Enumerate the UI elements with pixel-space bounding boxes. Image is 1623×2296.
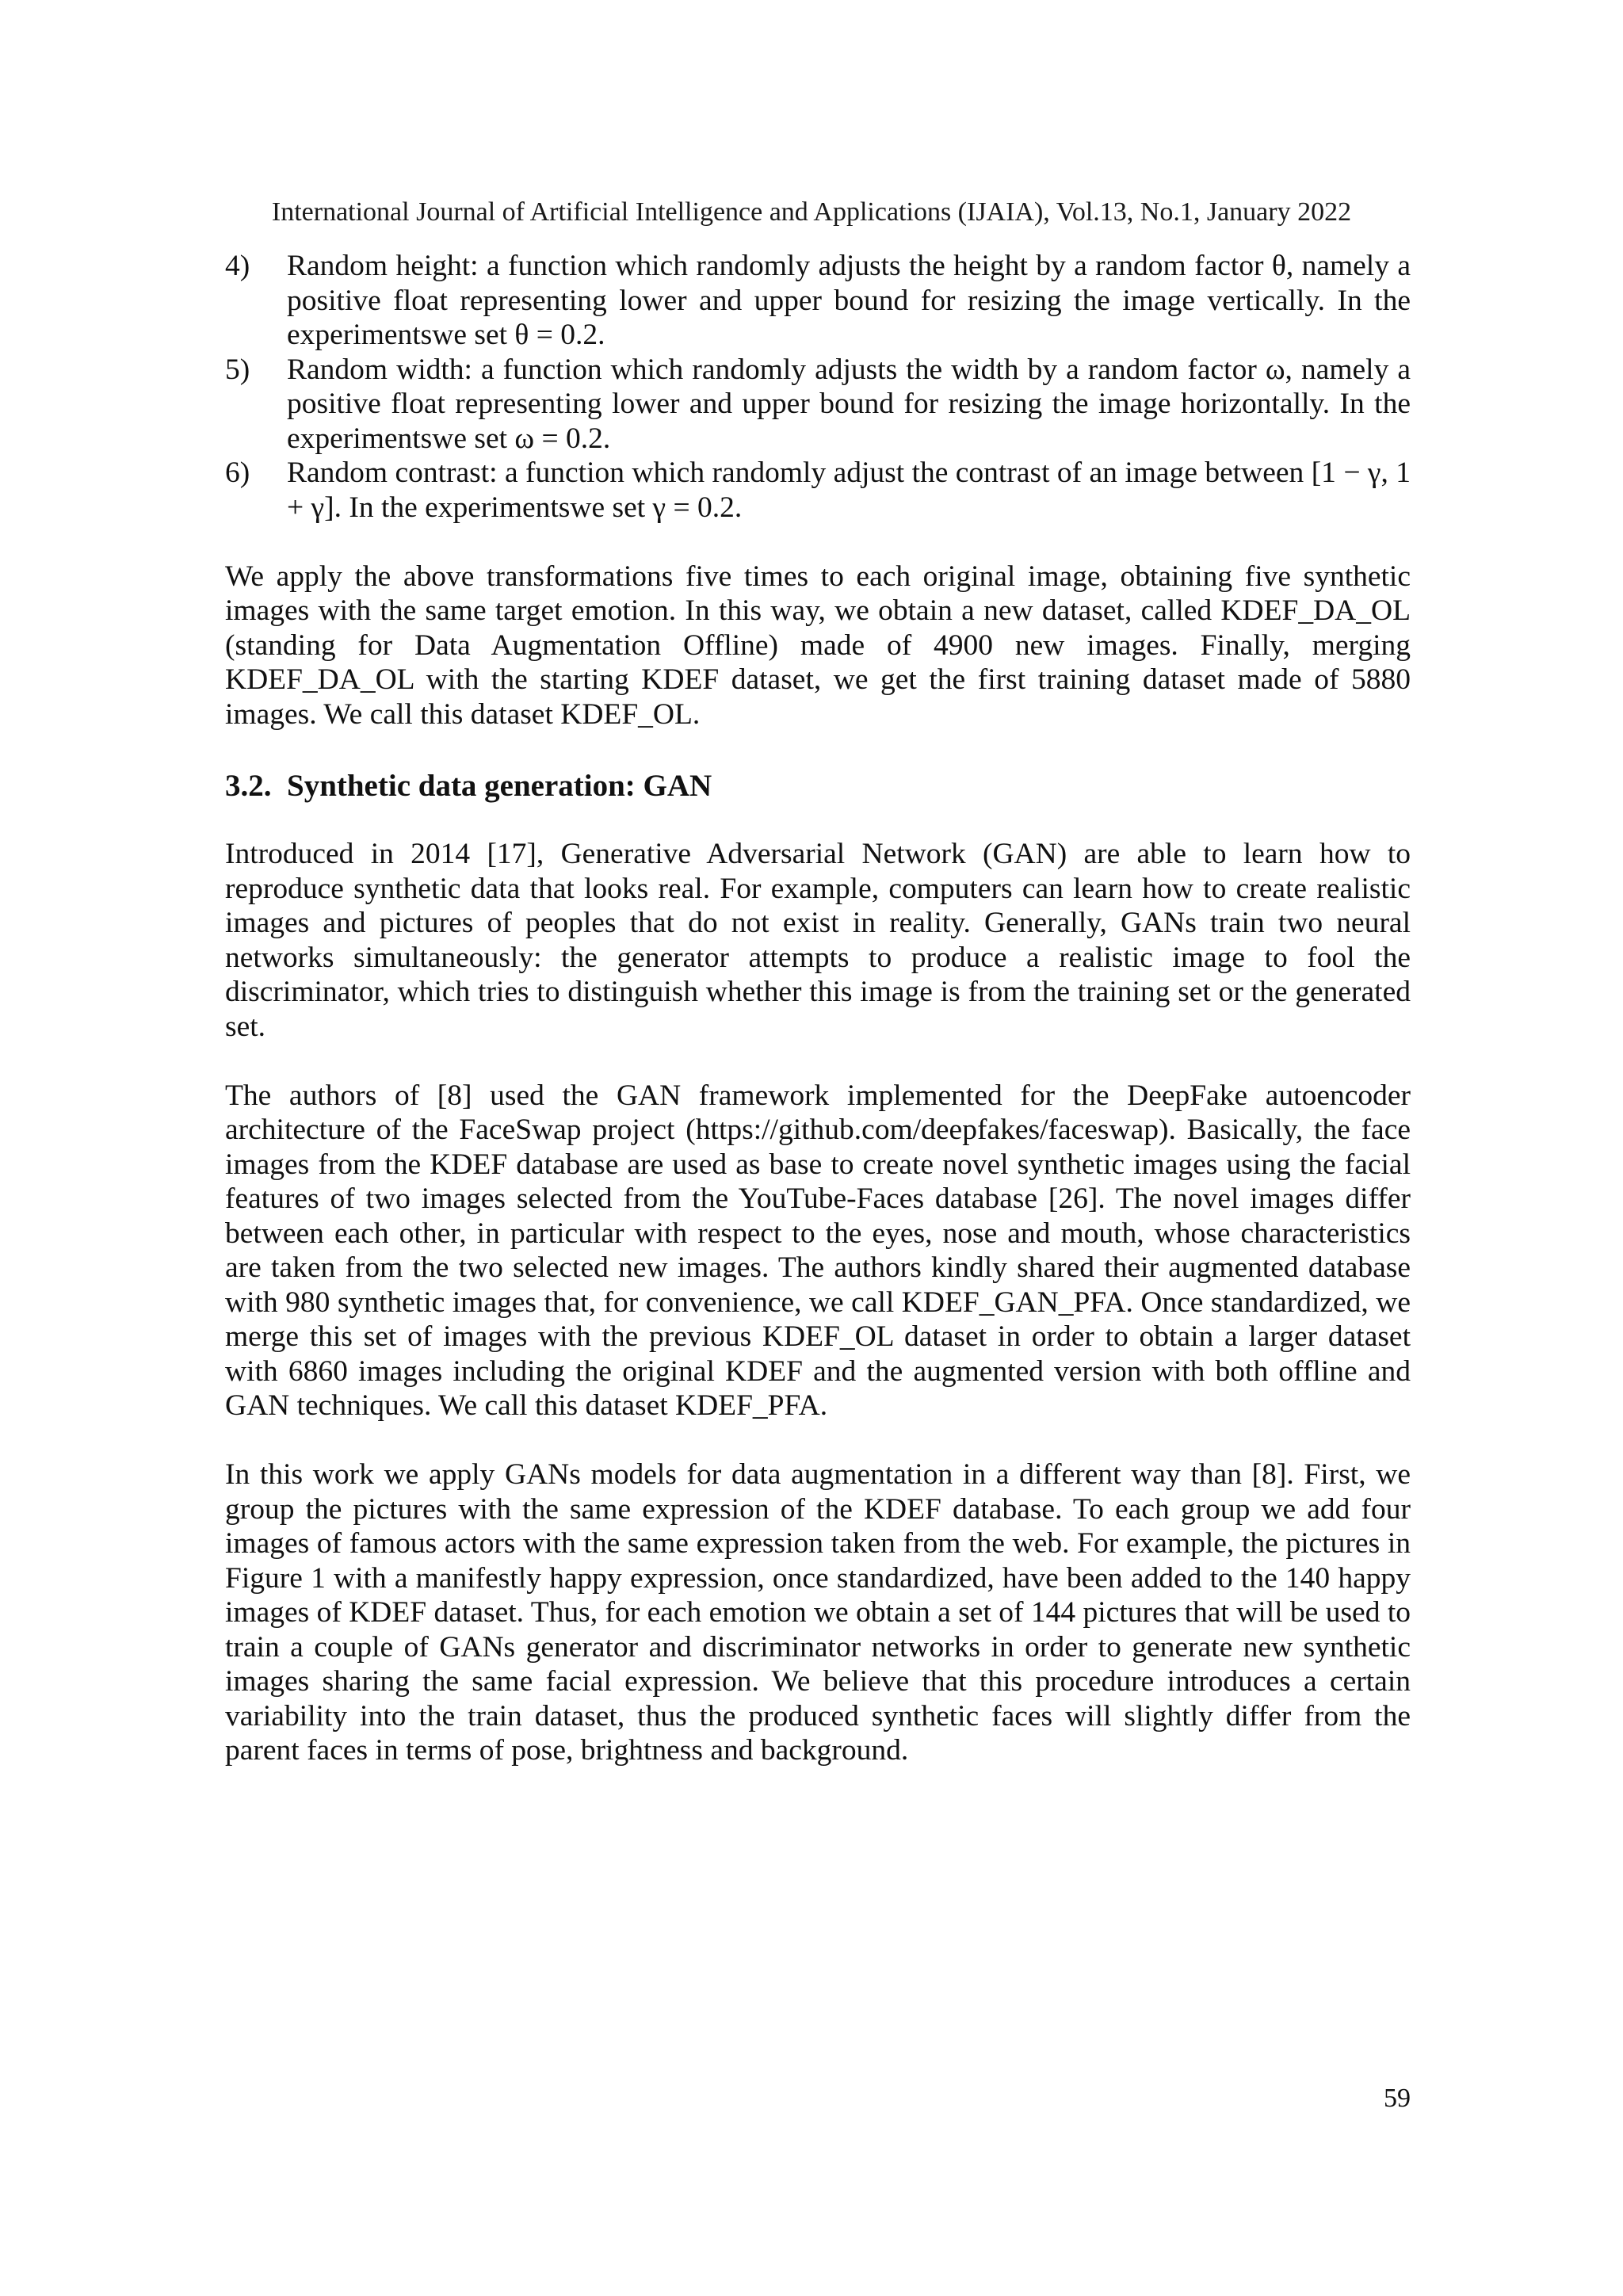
list-item-text: Random contrast: a function which randomly adjust the contrast of an image between [1 − γ, 1 + γ]. In the experimentswe set γ = 0.2. — [287, 457, 1411, 524]
page-number: 59 — [1384, 2084, 1411, 2113]
list-item — [225, 456, 1411, 525]
list-item — [225, 353, 1411, 457]
list-item-text: Random width: a function which randomly adjusts the width by a random factor ω, namely a positive float representing lower and upper bound for resizing the image horizontally. In the experimentswe set ω = 0.2. — [287, 353, 1411, 455]
paragraph-gan-intro: Introduced in 2014 [17], Generative Adversarial Network (GAN) are able to learn how to reproduce synthetic data that looks real. For example, computers can learn how to create realistic images and pictures of peoples that do not exist in reality. Generally, GANs train two neural networks simultaneously: the generator attempts to produce a realistic image to fool the discriminator, which tries to distinguish whether this image is from the training set or the generated set. — [225, 838, 1411, 1043]
list-item-number: 6) — [225, 457, 250, 489]
section-title: Synthetic data generation: GAN — [287, 769, 712, 803]
augmentation-list — [225, 249, 1411, 525]
paragraph-offline-augmentation: We apply the above transformations five times to each original image, obtaining five synthetic images with the same target emotion. In this way, we obtain a new dataset, called KDEF_DA_OL (standing for Data Augmentation Offline) made of 4900 new images. Finally, merging KDEF_DA_OL with the starting KDEF dataset, we get the first training dataset made of 5880 images. We call this dataset KDEF_OL. — [225, 560, 1411, 731]
list-item — [225, 249, 1411, 353]
list-item-number: 4) — [225, 250, 250, 282]
list-item-number: 5) — [225, 353, 250, 386]
running-header: International Journal of Artificial Intelligence and Applications (IJAIA), Vol.13, No.1, January 2022 — [271, 197, 1352, 227]
paragraph-deepfake: The authors of [8] used the GAN framework implemented for the DeepFake autoencoder architecture of the FaceSwap project (https://github.com/deepfakes/faceswap). Basically, the face images from the KDEF database are used as base to create novel synthetic images using the facial features of two images selected from the YouTube-Faces database [26]. The novel images differ between each other, in particular with respect to the eyes, nose and mouth, whose characteristics are taken from the two selected new images. The authors kindly shared their augmented database with 980 synthetic images that, for convenience, we call KDEF_GAN_PFA. Once standardized, we merge this set of images with the previous KDEF_OL dataset in order to obtain a larger dataset with 6860 images including the original KDEF and the augmented version with both offline and GAN techniques. We call this dataset KDEF_PFA. — [225, 1079, 1411, 1422]
section-number: 3.2. — [225, 769, 272, 803]
section-heading — [225, 767, 1411, 805]
paragraph-this-work: In this work we apply GANs models for data augmentation in a different way than [8]. First, we group the pictures with the same expression of the KDEF database. To each group we add four images of famous actors with the same expression taken from the web. For example, the pictures in Figure 1 with a manifestly happy expression, once standardized, have been added to the 140 happy images of KDEF dataset. Thus, for each emotion we obtain a set of 144 pictures that will be used to train a couple of GANs generator and discriminator networks in order to generate new synthetic images sharing the same facial expression. We believe that this procedure introduces a certain variability into the train dataset, thus the produced synthetic faces will slightly differ from the parent faces in terms of pose, brightness and background. — [225, 1458, 1411, 1767]
list-item-text: Random height: a function which randomly adjusts the height by a random factor θ, namely a positive float representing lower and upper bound for resizing the image vertically. In the experimentswe set θ = 0.2. — [287, 250, 1411, 351]
page-body — [225, 249, 1411, 1768]
